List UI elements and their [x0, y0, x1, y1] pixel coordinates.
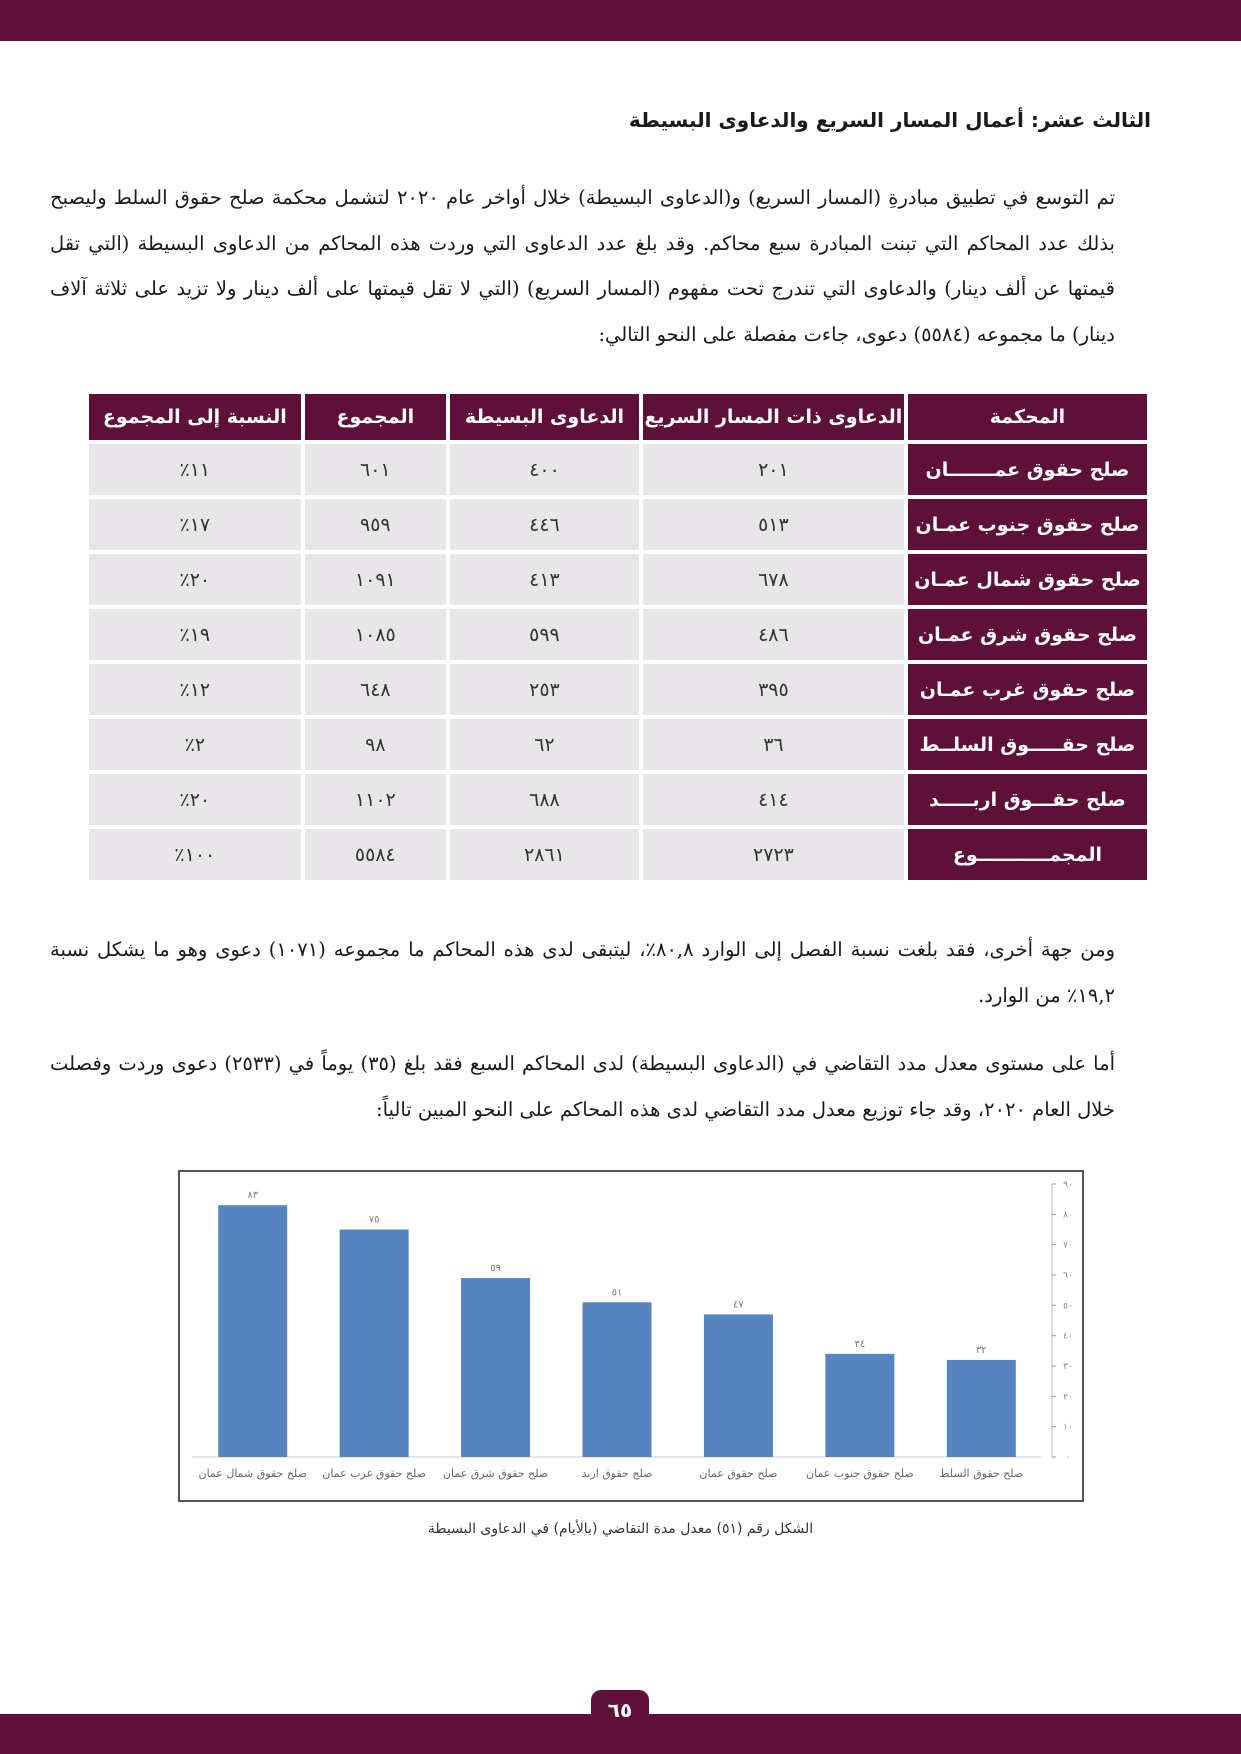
table-header-row: [89, 394, 1147, 440]
header-simple-cases: الدعاوى البسيطة: [450, 394, 639, 440]
total-value: ١١٠٢: [305, 774, 446, 825]
header-court: المحكمة: [908, 394, 1147, 440]
total-value: ٩٨: [305, 719, 446, 770]
fast-track-value: ٦٧٨: [643, 554, 904, 605]
fast-track-value: ٤٨٦: [643, 609, 904, 660]
y-tick-label: ٩٠: [1063, 1180, 1073, 1190]
figure-caption: الشكل رقم (٥١) معدل مدة التقاضي (بالأيام) في الدعاوى البسيطة: [427, 1521, 814, 1537]
section-heading: الثالث عشر: أعمال المسار السريع والدعاوى البسيطة: [628, 108, 1151, 132]
percentage-value: ٢٪: [89, 719, 301, 770]
bar: [583, 1302, 652, 1457]
simple-cases-value: ٥٩٩: [450, 609, 639, 660]
header-percentage: النسبة إلى المجموع: [89, 394, 301, 440]
total-value: ١٠٨٥: [305, 609, 446, 660]
bar-value-label: ٤٧: [733, 1299, 744, 1311]
percentage-value: ١٢٪: [89, 664, 301, 715]
duration-paragraph: أما على مستوى معدل مدد التقاضي في (الدعاوى البسيطة) لدى المحاكم السبع فقد بلغ (٣٥) يوماً في (٢٥٣٣) دعوى وردت وفصلت خلال العام ٢٠٢٠، وقد جاء توزيع معدل مدد التقاضي لدى هذه المحاكم على النحو المبين تالياً:: [50, 1052, 1115, 1121]
fast-track-value: ٥١٣: [643, 499, 904, 550]
y-tick-label: ١٠: [1063, 1422, 1073, 1433]
total-value: ٦٠١: [305, 444, 446, 495]
bar-value-label: ٣٢: [975, 1344, 987, 1356]
table-row: [89, 719, 1147, 770]
percentage-value: ٢٠٪: [89, 554, 301, 605]
bar-value-label: ٨٣: [247, 1190, 259, 1202]
courts-table: [85, 390, 1151, 884]
simple-cases-value: ٤٠٠: [450, 444, 639, 495]
table-total-row: [89, 829, 1147, 880]
category-label: صلح حقوق اربد: [581, 1467, 653, 1480]
total-value: ٦٤٨: [305, 664, 446, 715]
chart-canvas: [180, 1172, 1082, 1500]
y-tick-label: ٣٠: [1063, 1362, 1073, 1372]
bar: [218, 1205, 287, 1457]
court-name: صلح حقوق غرب عمـان: [908, 664, 1147, 715]
table-row: [89, 774, 1147, 825]
simple-cases-value: ٤١٣: [450, 554, 639, 605]
disposal-paragraph: ومن جهة أخرى، فقد بلغت نسبة الفصل إلى الوارد ٨٠,٨٪، ليتبقى لدى هذه المحاكم ما مجموعه (١٠٧١) دعوى وهو ما يشكل نسبة ١٩,٢٪ من الوارد.: [50, 938, 1116, 1007]
court-name: صلح حقوق عمـــــــان: [908, 444, 1147, 495]
percentage-value: ١١٪: [89, 444, 301, 495]
bar-value-label: ٣٤: [854, 1338, 866, 1350]
category-label: صلح حقوق عمان: [699, 1467, 778, 1480]
category-label: صلح حقوق جنوب عمان: [806, 1467, 914, 1480]
simple-cases-value: ٤٤٦: [450, 499, 639, 550]
fast-track-total: ٢٧٢٣: [643, 829, 904, 880]
simple-cases-value: ٦٢: [450, 719, 639, 770]
y-tick-label: ٧٠: [1063, 1240, 1073, 1251]
category-label: صلح حقوق السلط: [939, 1467, 1024, 1480]
total-label: المجمـــــــــــوع: [908, 829, 1147, 880]
total-value: ٩٥٩: [305, 499, 446, 550]
percentage-value: ١٧٪: [89, 499, 301, 550]
simple-cases-value: ٦٨٨: [450, 774, 639, 825]
bar-value-label: ٥٩: [490, 1263, 501, 1275]
table-row: [89, 609, 1147, 660]
court-name: صلح حقوق شرق عمـان: [908, 609, 1147, 660]
grand-total: ٥٥٨٤: [305, 829, 446, 880]
percentage-value: ١٩٪: [89, 609, 301, 660]
category-label: صلح حقوق شرق عمان: [442, 1467, 549, 1480]
bar: [704, 1314, 773, 1457]
top-banner: [0, 0, 1241, 41]
simple-cases-total: ٢٨٦١: [450, 829, 639, 880]
table-row: [89, 499, 1147, 550]
y-tick-label: ٨٠: [1063, 1210, 1073, 1221]
bar: [340, 1230, 409, 1458]
fast-track-value: ٤١٤: [643, 774, 904, 825]
table-row: [89, 664, 1147, 715]
percentage-value: ٢٠٪: [89, 774, 301, 825]
fast-track-value: ٣٦: [643, 719, 904, 770]
y-tick-label: ٠: [1065, 1453, 1071, 1463]
bar: [947, 1360, 1016, 1457]
y-tick-label: ٢٠: [1063, 1392, 1073, 1403]
court-name: صلح حقـــوق اربـــــد: [908, 774, 1147, 825]
page-number: ٦٥: [591, 1690, 649, 1728]
category-label: صلح حقوق شمال عمان: [198, 1467, 307, 1480]
header-total: المجموع: [305, 394, 446, 440]
bar-value-label: ٥١: [611, 1287, 623, 1299]
intro-paragraph: تم التوسع في تطبيق مبادرةِ (المسار السريع) و(الدعاوى البسيطة) خلال أواخر عام ٢٠٢٠ لتشمل محكمة صلح حقوق السلط وليصبح بذلك عدد المحاكم التي تبنت المبادرة سبع محاكم. وقد بلغ عدد الدعاوى التي وردت هذه المحاكم من الدعاوى البسيطة (التي تقل قيمتها عن ألف دينار) والدعاوى التي تندرج تحت مفهوم (المسار السريع) (التي لا تقل قيمتها على ألف دينار ولا تزيد على ثلاثة آلاف دينار) ما مجموعه (٥٥٨٤) دعوى، جاءت مفصلة على النحو التالي:: [50, 186, 1115, 346]
fast-track-value: ٣٩٥: [643, 664, 904, 715]
fast-track-value: ٢٠١: [643, 444, 904, 495]
percentage-total: ١٠٠٪: [89, 829, 301, 880]
bar: [461, 1278, 530, 1457]
court-name: صلح حقوق شمال عمـان: [908, 554, 1147, 605]
bar-value-label: ٧٥: [368, 1214, 380, 1226]
duration-bar-chart: [178, 1170, 1084, 1502]
simple-cases-value: ٢٥٣: [450, 664, 639, 715]
y-tick-label: ٥٠: [1063, 1301, 1073, 1312]
y-tick-label: ٦٠: [1063, 1271, 1073, 1281]
header-fast-track: الدعاوى ذات المسار السريع: [643, 394, 904, 440]
total-value: ١٠٩١: [305, 554, 446, 605]
bar: [825, 1354, 894, 1457]
court-name: صلح حقـــــوق السلــط: [908, 719, 1147, 770]
court-name: صلح حقوق جنوب عمـان: [908, 499, 1147, 550]
table-row: [89, 444, 1147, 495]
category-label: صلح حقوق غرب عمان: [322, 1467, 426, 1480]
table-row: [89, 554, 1147, 605]
y-tick-label: ٤٠: [1063, 1331, 1073, 1342]
